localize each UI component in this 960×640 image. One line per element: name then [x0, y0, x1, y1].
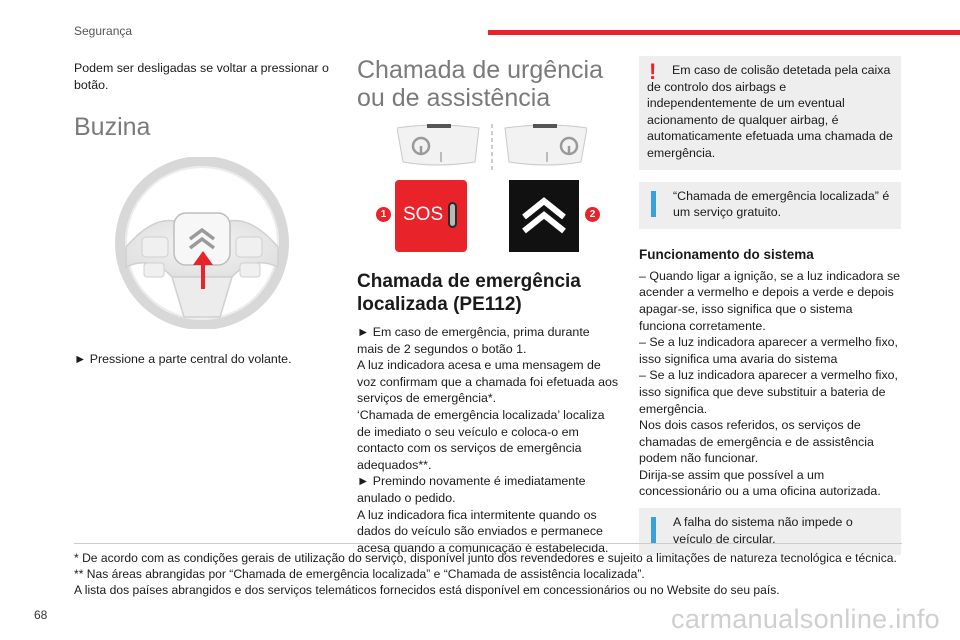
horn-title: Buzina: [74, 113, 151, 142]
sos-indicator-icon: [448, 202, 457, 228]
warning-notice: [639, 56, 901, 170]
buttons-illustration: [357, 180, 619, 254]
system-title: Funcionamento do sistema: [639, 246, 814, 262]
system-battery: – Se a luz indicadora aparecer a vermelho fixo, isso significa que deve substituir a bateria de emergência.: [639, 368, 898, 416]
column-middle: [357, 56, 619, 556]
pe112-cancel: ► Premindo novamente é imediatamente anulado o pedido.: [357, 474, 586, 505]
footnote-2: ** Nas áreas abrangidas por “Chamada de emergência localizada” e “Chamada de assistência localizada”.: [74, 567, 645, 582]
info-icon-2: [651, 517, 656, 543]
warning-text: Em caso de colisão detetada pela caixa de controlo dos airbags e independentemente de um eventual acionamento de qualquer airbag, é automaticamente efetuada uma chamada de emergência.: [647, 63, 893, 160]
citroen-chevrons-icon: [509, 180, 579, 252]
footnote-3: A lista dos países abrangidos e dos serviços telemáticos fornecidos está disponível em concessionários ou no Website do seu país.: [74, 583, 780, 598]
pe112-confirmation: A luz indicadora acesa e uma mensagem de voz confirmam que a chamada foi efetuada aos serviços de emergência*.: [357, 358, 619, 406]
sos-label: SOS: [403, 204, 444, 225]
emergency-call-title: Chamada de urgência ou de assistência: [357, 56, 603, 112]
assistance-button[interactable]: [509, 180, 579, 252]
info-free-text: “Chamada de emergência localizada” é um serviço gratuito.: [673, 188, 890, 220]
info-notice-free: [639, 182, 901, 229]
section-label: Segurança: [74, 24, 133, 38]
info-failure-text: A falha do sistema não impede o veículo de circular.: [673, 515, 853, 546]
system-dealer: Dirija-se assim que possível a um concessionário ou a uma oficina autorizada.: [639, 467, 881, 499]
pe112-indicator: A luz indicadora fica intermitente quando os dados do veículo são enviados e permanece acesa quando a comunicação é estabelecida.: [357, 507, 609, 555]
badge-1: [376, 207, 391, 222]
ceiling-console-illustration: [397, 122, 587, 174]
horn-instruction: ► Pressione a parte central do volante.: [74, 352, 292, 367]
badge-1-label: 1: [380, 209, 387, 220]
system-fault: – Se a luz indicadora aparecer a vermelho fixo, isso significa uma avaria do sistema: [639, 335, 898, 366]
ceiling-console-icon: [397, 122, 587, 174]
sos-button[interactable]: [395, 180, 467, 252]
steering-wheel-illustration: [112, 157, 292, 329]
page-number: 68: [34, 608, 48, 622]
system-ok: – Quando ligar a ignição, se a luz indicadora se acender a vermelho e depois a verde e depois apagar-se, isso significa que o sistema funciona corretamente.: [639, 268, 901, 333]
footnotes: [74, 543, 902, 599]
pe112-body: [357, 324, 619, 556]
info-icon: [651, 191, 656, 217]
watermark: carmanualsonline.info: [671, 604, 940, 634]
column-left: [74, 56, 332, 368]
pe112-location: ‘Chamada de emergência localizada’ localiza de imediato o seu veículo e coloca-o em contacto com os serviços de emergência adequados**.: [357, 407, 605, 472]
badge-2: [585, 207, 600, 222]
intro-text: Podem ser desligadas se voltar a pressionar o botão.: [74, 61, 329, 92]
system-body: [639, 268, 901, 500]
column-right: [639, 56, 901, 555]
system-services: Nos dois casos referidos, os serviços de chamadas de emergência e de assistência podem não funcionar.: [639, 418, 874, 466]
pe112-step-1: ► Em caso de emergência, prima durante mais de 2 segundos o botão 1.: [357, 325, 590, 356]
pe112-title: Chamada de emergência localizada (PE112): [357, 271, 581, 315]
badge-2-label: 2: [589, 209, 596, 220]
warning-exclamation-icon: !: [649, 59, 657, 84]
steering-wheel-icon: [112, 157, 292, 329]
footnote-1: * De acordo com as condições gerais de utilização do serviço, disponível junto dos revendedores e sujeito a limitações de natureza tecnológica e técnica.: [74, 551, 897, 565]
header-red-bar: [488, 30, 960, 35]
